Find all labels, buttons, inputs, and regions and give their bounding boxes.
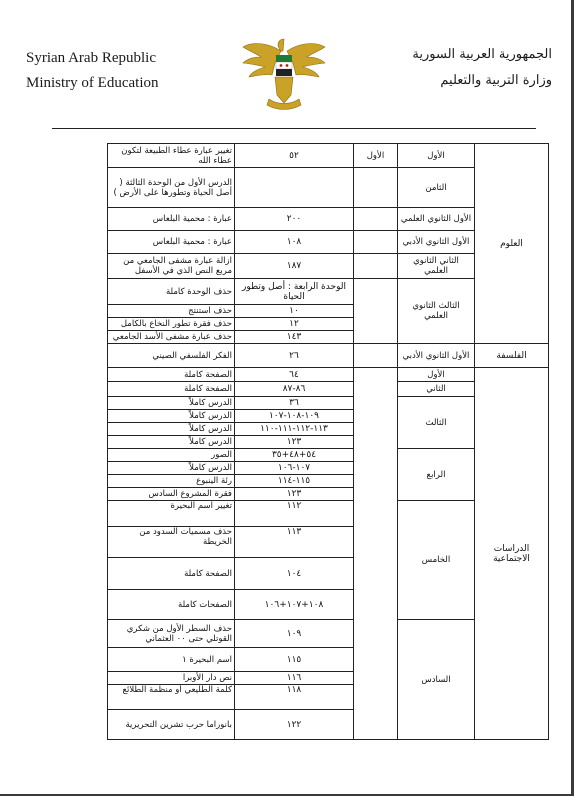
page-cell: ٥٤+٤٨+٣٥: [235, 449, 354, 462]
page-cell: ٣٦: [235, 397, 354, 410]
change-cell: الصور: [108, 449, 235, 462]
page-cell: ١١٣: [235, 527, 354, 558]
page-cell: [235, 168, 354, 208]
page-cell: ١١٣-١١٢-١١١-١١٠: [235, 423, 354, 436]
semester-cell: [354, 208, 398, 231]
semester-cell: [354, 279, 398, 344]
table-row: [108, 144, 549, 168]
curriculum-changes-table: [107, 143, 549, 740]
grade-cell: الثاني: [398, 382, 475, 397]
change-cell: الدرس كاملاً: [108, 397, 235, 410]
subject-cell: الدراسات الاجتماعية: [475, 368, 549, 740]
eagle-emblem-icon: [239, 33, 329, 113]
ministry-name-ar: وزارة التربية والتعليم: [440, 73, 552, 88]
change-cell: الصفحة كاملة: [108, 368, 235, 382]
grade-cell: الأول الثانوي الأدبي: [398, 231, 475, 254]
page-cell: ١١٥: [235, 648, 354, 672]
grade-cell: الثامن: [398, 168, 475, 208]
header-english: [26, 46, 158, 96]
semester-cell: [354, 168, 398, 208]
page-cell: الوحدة الرابعة : أصل وتطور الحياة: [235, 279, 354, 305]
change-cell: الدرس كاملاً: [108, 462, 235, 475]
table-row: [108, 368, 549, 382]
page-cell: ١٨٧: [235, 254, 354, 279]
change-cell: رئة الينبوع: [108, 475, 235, 488]
change-cell: فقرة المشروع السادس: [108, 488, 235, 501]
grade-cell: الثالث الثانوي العلمي: [398, 279, 475, 344]
grade-cell: الثاني الثانوي العلمي: [398, 254, 475, 279]
page-cell: ١٢٣: [235, 436, 354, 449]
semester-cell: [354, 231, 398, 254]
grade-cell: الأول الثانوي الأدبي: [398, 344, 475, 368]
semester-cell: [354, 254, 398, 279]
change-cell: الصفحة كاملة: [108, 382, 235, 397]
change-cell: اسم البحيرة ١: [108, 648, 235, 672]
change-cell: تغيير عبارة عطاء الطبيعة لتكون عطاء الله: [108, 144, 235, 168]
page-cell: ١١٢: [235, 501, 354, 527]
page-cell: ٨٦-٨٧: [235, 382, 354, 397]
grade-cell: الثالث: [398, 397, 475, 449]
page-cell: ١١٨: [235, 685, 354, 710]
page-cell: ١٢٢: [235, 710, 354, 740]
table-row: [108, 344, 549, 368]
change-cell: الدرس كاملاً: [108, 410, 235, 423]
change-cell: الصفحات كاملة: [108, 590, 235, 620]
ministry-name-en: Ministry of Education: [26, 75, 159, 91]
change-cell: كلمة الطليعي أو منظمة الطلائع: [108, 685, 235, 710]
change-cell: الدرس كاملاً: [108, 436, 235, 449]
page-cell: ٦٤: [235, 368, 354, 382]
change-cell: نص دار الأوبرا: [108, 672, 235, 685]
page-cell: ١٢: [235, 318, 354, 331]
change-cell: عبارة : محمية البلعاس: [108, 231, 235, 254]
change-cell: بانوراما حرب تشرين التحريرية: [108, 710, 235, 740]
change-cell: حذف فقرة تطور النخاع بالكامل: [108, 318, 235, 331]
page-cell: ٢٠٠: [235, 208, 354, 231]
country-name-ar: الجمهورية العربية السورية: [412, 47, 552, 62]
page-cell: ١٠٤: [235, 558, 354, 590]
header-divider: [52, 128, 536, 129]
page-cell: ١٢٣: [235, 488, 354, 501]
page-cell: ١٠٩: [235, 620, 354, 648]
page-cell: ١٠٨+١٠٧+١٠٦: [235, 590, 354, 620]
subject-cell: الفلسفة: [475, 344, 549, 368]
page-cell: ١٠: [235, 305, 354, 318]
header-arabic: [412, 42, 552, 94]
change-cell: حذف السطر الأول من شكري القوتلي حتى ٠٠ العثماني: [108, 620, 235, 648]
country-name-en: Syrian Arab Republic: [26, 50, 156, 66]
change-cell: ازالة عبارة مشفى الجامعي من مربع النص الذي في الأسفل: [108, 254, 235, 279]
grade-cell: الخامس: [398, 501, 475, 620]
page-cell: ١٤٣: [235, 331, 354, 344]
page-cell: ١٠٨: [235, 231, 354, 254]
semester-cell: [354, 368, 398, 740]
page-cell: ١٠٩-١٠٨-١٠٧: [235, 410, 354, 423]
page-cell: ١١٥-١١٤: [235, 475, 354, 488]
page-cell: ٥٢: [235, 144, 354, 168]
change-cell: حذف مسميات السدود من الخريطة: [108, 527, 235, 558]
grade-cell: الأول الثانوي العلمي: [398, 208, 475, 231]
grade-cell: السادس: [398, 620, 475, 740]
change-cell: حذف الوحدة كاملة: [108, 279, 235, 305]
change-cell: تغيير اسم البحيرة: [108, 501, 235, 527]
change-cell: الدرس الأول من الوحدة الثالثة ( أصل الحياة وتطورها على الأرض ): [108, 168, 235, 208]
change-cell: حذف استنتج: [108, 305, 235, 318]
grade-cell: الأول: [398, 144, 475, 168]
change-cell: عبارة : محمية البلعاس: [108, 208, 235, 231]
change-cell: حذف عبارة مشفى الأسد الجامعي: [108, 331, 235, 344]
grade-cell: الأول: [398, 368, 475, 382]
page-cell: ٢٦: [235, 344, 354, 368]
semester-cell: الأول: [354, 144, 398, 168]
semester-cell: [354, 344, 398, 368]
page-cell: ١٠٧-١٠٦: [235, 462, 354, 475]
change-cell: الدرس كاملاً: [108, 423, 235, 436]
page-cell: ١١٦: [235, 672, 354, 685]
change-cell: الصفحة كاملة: [108, 558, 235, 590]
subject-cell: العلوم: [475, 144, 549, 344]
change-cell: الفكر الفلسفي الصيني: [108, 344, 235, 368]
grade-cell: الرابع: [398, 449, 475, 501]
